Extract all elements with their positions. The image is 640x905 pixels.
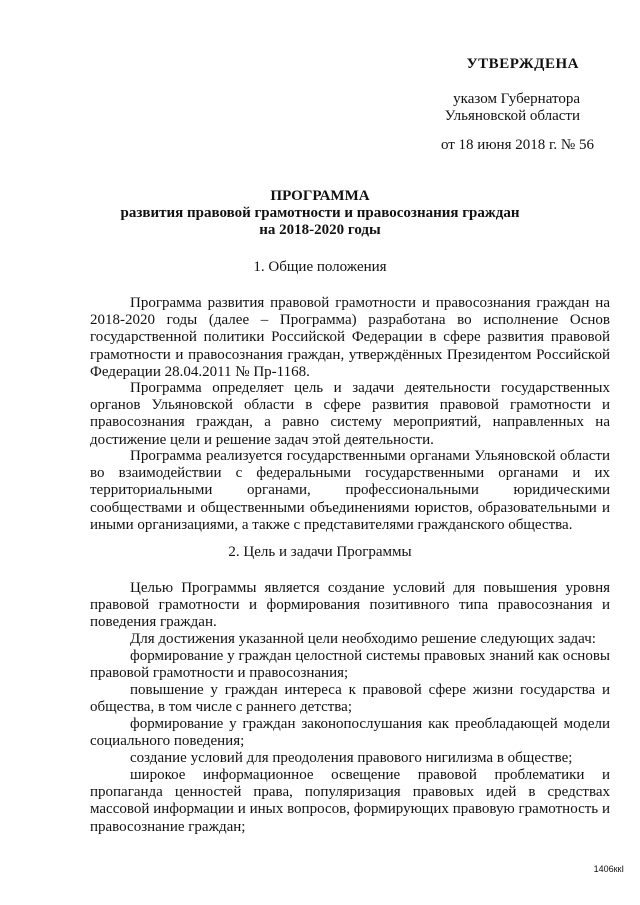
title-line-2: развития правовой грамотности и правосознания граждан [120, 205, 520, 221]
approval-region: Ульяновской области [444, 108, 580, 124]
section-1-paragraph: Программа развития правовой грамотности и правосознания граждан на 2018-2020 годы (далее – Программа) разработана во исполнение Основ государственной политики Российской Федерации в сфере развития правовой грамотности и правосознания граждан, утверждённых Президентом Российской Федерации 28.04.2011 № Пр-1168. [90, 295, 610, 380]
section-1-paragraph: Программа реализуется государственными органами Ульяновской области во взаимодействии с федеральными государственными органами и их территориальными органами, профессиональными юридическими сообществами и общественными объединениями юристов, образовательными и иными организациями, а также с представителями гражданского общества. [90, 448, 610, 533]
section-2-heading: 2. Цель и задачи Программы [228, 544, 412, 560]
approval-date: от 18 июня 2018 г. № 56 [440, 137, 594, 153]
section-2-paragraph: Целью Программы является создание условий для повышения уровня правовой грамотности и формирования позитивного типа правосознания и поведения граждан. [90, 580, 610, 631]
section-2-paragraph: Для достижения указанной цели необходимо решение следующих задач: [130, 631, 596, 647]
approval-issuer: указом Губернатора [453, 91, 580, 107]
task-list-item: формирование у граждан целостной системы правовых знаний как основы правовой грамотности и правосознания; [90, 648, 610, 682]
section-1-heading: 1. Общие положения [253, 259, 387, 275]
document-title [0, 188, 640, 239]
title-line-3: на 2018-2020 годы [259, 222, 381, 238]
title-line-1: ПРОГРАММА [270, 188, 370, 204]
footer-code: 1406ккI [593, 864, 624, 874]
section-1-paragraph: Программа определяет цель и задачи деятельности государственных органов Ульяновской области в сфере развития правовой грамотности и правосознания граждан, а равно систему мероприятий, направленных на достижение цели и решение задач этой деятельности. [90, 380, 610, 448]
task-list-item: повышение у граждан интереса к правовой сфере жизни государства и общества, в том числе с раннего детства; [90, 682, 610, 716]
task-list-item: широкое информационное освещение правовой проблематики и пропаганда ценностей права, популяризация правовых идей в средствах массовой информации и иных вопросов, формирующих правовую грамотность и правосознание граждан; [90, 767, 610, 835]
task-list-item: формирование у граждан законопослушания как преобладающей модели социального поведения; [90, 716, 610, 750]
approval-stamp [440, 56, 594, 154]
task-list-item: создание условий для преодоления правового нигилизма в обществе; [130, 750, 573, 766]
approval-heading: УТВЕРЖДЕНА [466, 56, 579, 72]
